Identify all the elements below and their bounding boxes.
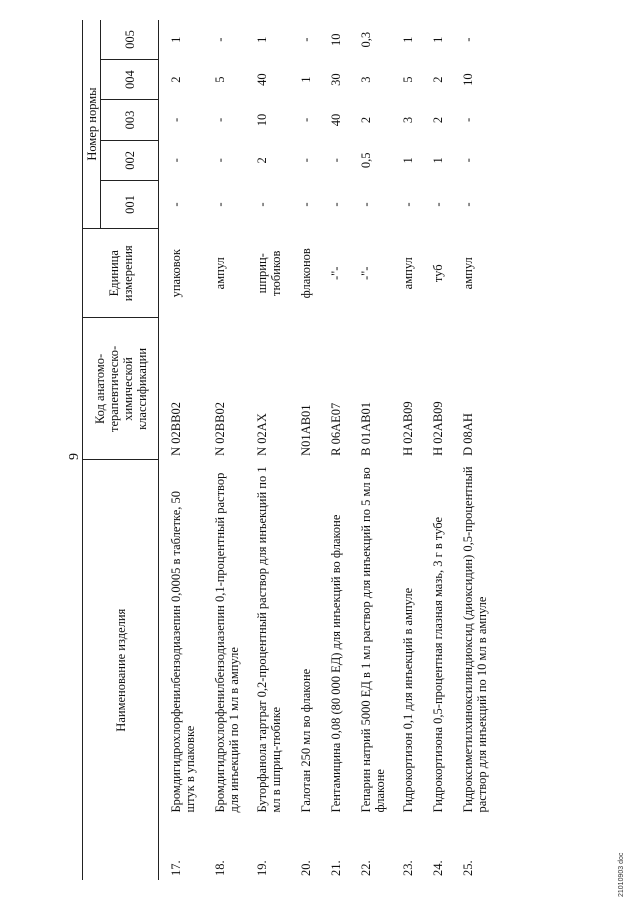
header-norm-002: 002	[101, 140, 159, 180]
unit: упаковок	[169, 249, 183, 298]
item-name: Бромдигидрохлорфенилбензодиазепин 0,1-процентный раствор для инъекций по 1 мл в ампуле	[213, 472, 241, 813]
norm-002-value: -	[213, 158, 227, 163]
row-number: 25.	[461, 860, 475, 876]
header-name: Наименование изделия	[83, 460, 159, 880]
norm-003-value: 40	[329, 113, 343, 127]
norm-001-value: -	[255, 202, 269, 207]
unit: флаконов	[299, 248, 313, 299]
norm-004-value: 2	[431, 76, 445, 83]
norm-005-value: 1	[431, 36, 445, 43]
norm-001-value: -	[213, 202, 227, 207]
norm-003-value: 10	[255, 113, 269, 127]
norm-003-value: 2	[359, 116, 373, 124]
unit: -"-	[329, 266, 343, 280]
unit: ампул	[401, 257, 415, 290]
norm-002-value: 1	[431, 157, 445, 164]
norm-001-value: -	[359, 202, 373, 207]
row-number: 17.	[169, 860, 183, 876]
item-name: Гидрокортизон 0,1 для инъекций в ампуле	[401, 587, 415, 813]
norm-004-value: 30	[329, 73, 343, 86]
unit: -"-	[359, 266, 373, 280]
atc-code: R 06AE07	[329, 402, 343, 456]
norm-005-value: 1	[255, 36, 269, 43]
row-number: 24.	[431, 860, 445, 876]
row-number: 22.	[359, 860, 373, 876]
norm-005-value: 0,3	[359, 31, 373, 48]
row-number: 23.	[401, 860, 415, 876]
item-name: Гепарин натрий 5000 ЕД в 1 мл раствор для инъекций по 5 мл во флаконе	[359, 467, 387, 813]
norm-004-value: 5	[401, 76, 415, 83]
table-row	[401, 20, 431, 880]
unit: ампул	[213, 257, 227, 290]
atc-code: N 02BB02	[169, 402, 183, 456]
norm-005-value: -	[461, 37, 475, 42]
item-name: Бромдигидрохлорфенилбензодиазепин 0,0005 в таблетке, 50 штук в упаковке	[169, 491, 197, 813]
norm-004-value: 2	[169, 76, 183, 83]
item-name: Гидроксиметилхиноксилиндиоксид (диоксидин) 0,5-процентный раствор для инъекций по 10 мл в ампуле	[461, 466, 489, 813]
atc-code: N01AB01	[299, 404, 313, 456]
table-row	[255, 20, 299, 880]
table-row	[359, 20, 401, 880]
norm-004-value: 1	[299, 76, 313, 83]
norm-005-value: 10	[329, 33, 343, 46]
norm-005-value: -	[299, 37, 313, 42]
atc-code: H 02AB09	[401, 401, 415, 456]
item-name: Гидрокортизона 0,5-процентная глазная мазь, 3 г в тубе	[431, 516, 445, 813]
norm-002-value: 2	[255, 157, 269, 164]
norm-003-value: -	[461, 117, 475, 123]
header-code: Код анатомо-терапевтическо-химической классификации	[83, 318, 159, 460]
norm-002-value: 0,5	[359, 152, 373, 169]
atc-code: H 02AB09	[431, 401, 445, 456]
norm-005-value: -	[213, 37, 227, 42]
page-number: 9	[67, 453, 82, 460]
norm-003-value: -	[299, 117, 313, 123]
header-norm-003: 003	[101, 100, 159, 140]
atc-code: N 02BB02	[213, 402, 227, 456]
row-number: 19.	[255, 860, 269, 876]
norm-003-value: -	[213, 117, 227, 123]
norm-001-value: -	[461, 202, 475, 207]
item-name: Буторфанола тартрат 0,2-процентный раствор для инъекций по 1 мл в шприц-тюбике	[255, 466, 283, 813]
norm-001-value: -	[329, 202, 343, 207]
norm-003-value: 2	[431, 116, 445, 124]
norm-001-value: -	[431, 202, 445, 207]
norm-004-value: 40	[255, 73, 269, 86]
item-name: Галотан 250 мл во флаконе	[299, 668, 313, 813]
unit: туб	[431, 264, 445, 283]
norm-002-value: 1	[401, 157, 415, 164]
item-name: Гентамицина 0,08 (80 000 ЕД) для инъекций во флаконе	[329, 514, 343, 813]
atc-code: B 01AB01	[359, 402, 373, 456]
table-row	[159, 20, 214, 880]
row-number: 18.	[213, 860, 227, 876]
norm-003-value: 3	[401, 116, 415, 124]
row-number: 20.	[299, 860, 313, 876]
norm-001-value: -	[299, 202, 313, 207]
document-footer: 21010903 doc	[618, 852, 625, 897]
norm-005-value: 1	[401, 36, 415, 43]
norm-001-value: -	[401, 202, 415, 207]
header-norm-group: Номер нормы	[83, 20, 101, 229]
norm-003-value: -	[169, 117, 183, 123]
atc-code: D 08AH	[461, 413, 475, 456]
table-row	[431, 20, 461, 880]
norm-004-value: 10	[461, 73, 475, 86]
table-row	[299, 20, 329, 880]
norm-002-value: -	[329, 158, 343, 163]
norms-table	[82, 20, 505, 880]
norm-002-value: -	[299, 158, 313, 163]
unit: шприц-тюбиков	[255, 250, 283, 296]
header-norm-004: 004	[101, 59, 159, 99]
unit: ампул	[461, 257, 475, 290]
norm-002-value: -	[169, 158, 183, 163]
header-norm-005: 005	[101, 20, 159, 59]
row-number: 21.	[329, 860, 343, 876]
norm-002-value: -	[461, 158, 475, 163]
norm-004-value: 5	[213, 76, 227, 83]
norm-005-value: 1	[169, 36, 183, 43]
table-row	[461, 20, 505, 880]
norm-001-value: -	[169, 202, 183, 207]
table-row	[213, 20, 255, 880]
norm-004-value: 3	[359, 76, 373, 83]
header-unit: Единица измерения	[83, 229, 159, 318]
atc-code: N 02AX	[255, 413, 269, 456]
table-row	[329, 20, 359, 880]
header-norm-001: 001	[101, 181, 159, 229]
